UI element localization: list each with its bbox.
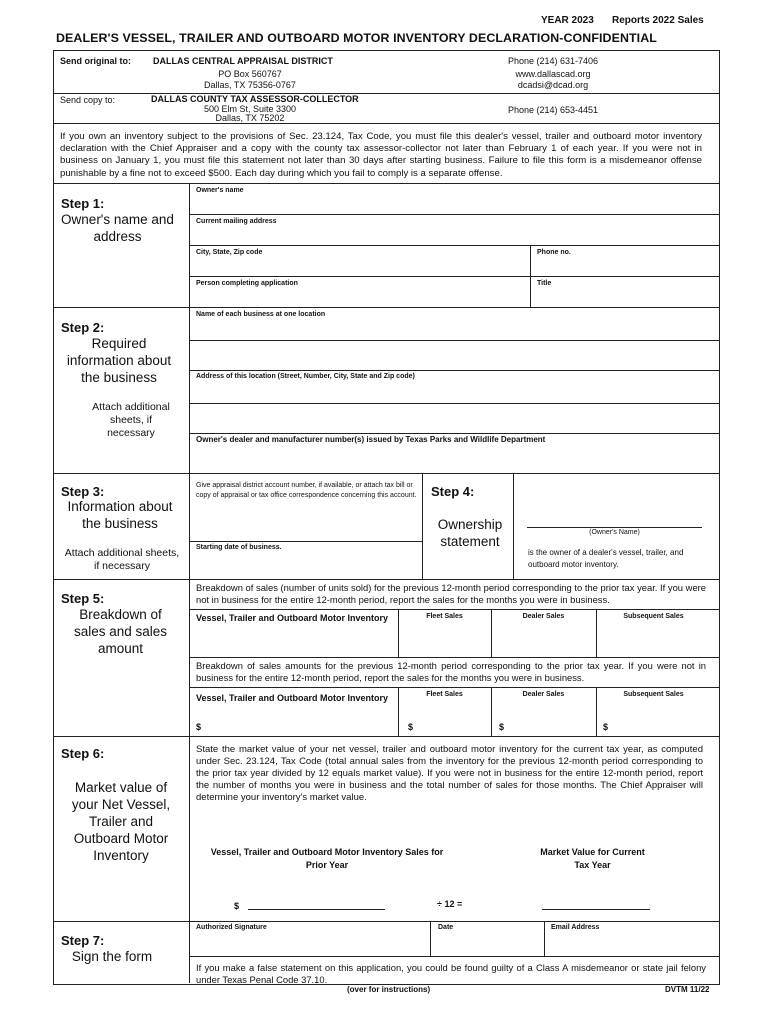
send-copy-org: DALLAS COUNTY TAX ASSESSOR-COLLECTOR (151, 94, 359, 104)
divider (189, 657, 719, 658)
dollar-sign: $ (234, 901, 240, 911)
send-copy-addr1: 500 Elm St, Suite 3300 (203, 104, 297, 114)
person-completing-label: Person completing application (196, 280, 298, 287)
step7-subtitle: Sign the form (71, 949, 153, 964)
ownership-text: is the owner of a dealer's vessel, trailer, and outboard motor inventory. (528, 548, 684, 569)
send-original-web: www.dallascad.org (515, 69, 591, 79)
divider (53, 473, 719, 474)
divider (189, 245, 719, 246)
step3-title: Step 3: (61, 484, 105, 499)
send-original-addr1: PO Box 560767 (218, 69, 282, 79)
dealer-sales-header: Dealer Sales (522, 613, 565, 620)
step5-subtitle: Breakdown of sales and sales amount (73, 607, 168, 656)
starting-date-label: Starting date of business. (196, 544, 282, 551)
divider (53, 183, 719, 184)
divider (53, 123, 719, 124)
divider (189, 214, 719, 215)
dollar-sign: $ (499, 722, 505, 732)
send-original-org: DALLAS CENTRAL APPRAISAL DISTRICT (153, 56, 333, 66)
fleet-sales-header: Fleet Sales (426, 613, 463, 620)
step3-subtitle: Information about the business (67, 499, 173, 531)
divider (189, 340, 719, 341)
account-number-label: Give appraisal district account number, if available, or attach tax bill or copy of appraisal or tax office correspondence concerning this account. (196, 482, 417, 499)
divide-by-12: ÷ 12 = (437, 899, 463, 909)
divider (544, 921, 545, 956)
step1-title: Step 1: (61, 196, 105, 211)
step1-subtitle: Owner's name and address (61, 212, 174, 244)
date-label: Date (438, 924, 454, 931)
divider (53, 307, 719, 308)
fleet-sales-header: Fleet Sales (426, 691, 463, 698)
divider (189, 956, 719, 957)
intro-paragraph: If you own an inventory subject to the provisions of Sec. 23.124, Tax Code, you must file this dealer's vessel, trailer and outboard motor inventory declaration with the Chief Appraiser and a copy with the county tax assessor-collector not later than February 1 of each year. If you were not in business on January 1, you must file this statement not later than 30 days after starting business. Failure to file this form is a misdemeanor offense punishable by a fine not to exceed $500. Each day during which you fail to comply is a separate offense. (60, 131, 702, 179)
market-value-line[interactable] (542, 909, 650, 910)
send-original-email: dcadsi@dcad.org (517, 80, 589, 90)
phone-label: Phone no. (537, 249, 571, 256)
dollar-sign: $ (408, 722, 414, 732)
divider (189, 687, 719, 688)
dealer-numbers-label: Owner's dealer and manufacturer number(s) issued by Texas Parks and Wildlife Department (196, 435, 546, 444)
divider (430, 921, 431, 956)
send-copy-label: Send copy to: (60, 95, 116, 105)
sales-amount-text: Breakdown of sales amounts for the previous 12-month period corresponding to the prior tax year. If you were not in business for the entire 12-month period, report the sales for the months you were in business. (196, 660, 706, 683)
step6-subtitle: Market value of your Net Vessel, Trailer and Outboard Motor Inventory (71, 780, 171, 863)
owner-name-line[interactable] (527, 527, 702, 528)
send-copy-phone: Phone (214) 653-4451 (507, 105, 599, 115)
subsequent-sales-header: Subsequent Sales (623, 613, 684, 620)
send-copy-addr2: Dallas, TX 75202 (215, 113, 285, 123)
form-code: DVTM 11/22 (665, 985, 710, 994)
divider (53, 736, 719, 737)
step7-title: Step 7: (61, 933, 105, 948)
subsequent-sales-header: Subsequent Sales (623, 691, 684, 698)
owner-name-caption: (Owner's Name) (589, 529, 640, 536)
divider (422, 473, 423, 579)
column-divider (189, 183, 190, 983)
divider (189, 541, 422, 542)
divider (53, 579, 719, 580)
divider (189, 276, 719, 277)
dollar-sign: $ (603, 722, 609, 732)
mailing-address-label: Current mailing address (196, 218, 277, 225)
prior-year-sales-header: Vessel, Trailer and Outboard Motor Inventory Sales for Prior Year (210, 847, 444, 870)
amount-row-label: Vessel, Trailer and Outboard Motor Inventory (196, 693, 389, 703)
step4-subtitle: Ownership statement (437, 517, 503, 549)
form-title: DEALER'S VESSEL, TRAILER AND OUTBOARD MOTOR INVENTORY DECLARATION-CONFIDENTIAL (56, 31, 657, 45)
send-original-phone: Phone (214) 631-7406 (507, 56, 599, 66)
signature-label: Authorized Signature (196, 924, 267, 931)
units-row-label: Vessel, Trailer and Outboard Motor Inventory (196, 613, 389, 623)
divider (513, 473, 514, 579)
divider (189, 433, 719, 434)
step5-title: Step 5: (61, 591, 105, 606)
email-label: Email Address (551, 924, 600, 931)
market-value-text: State the market value of your net vessel, trailer and outboard motor inventory for the current tax year, as computed under Sec. 23.124, Tax Code (total annual sales from the inventory for the previous 12-month period corresponding to the prior tax year divided by 12 equals market value). If you were not in business for the entire 12-month period, report the number of months you were in business and the total number of sales for those months. The Chief Appraiser will determine your inventory's market value. (196, 744, 703, 803)
reports-label: Reports 2022 Sales (612, 15, 704, 26)
step2-title: Step 2: (61, 320, 105, 335)
market-value-header: Market Value for Current Tax Year (540, 847, 645, 870)
title-label: Title (537, 280, 552, 287)
divider (189, 370, 719, 371)
send-original-label: Send original to: (60, 56, 131, 66)
false-statement-warning: If you make a false statement on this application, you could be found guilty of a Class A misdemeanor or state jail felony under Texas Penal Code 37.10. (196, 962, 706, 985)
send-original-addr2: Dallas, TX 75356-0767 (204, 80, 296, 90)
over-for-instructions: (over for instructions) (347, 985, 431, 994)
step6-title: Step 6: (61, 746, 105, 761)
step4-title: Step 4: (431, 484, 475, 499)
year-label: YEAR 2023 (541, 15, 594, 26)
dollar-sign: $ (196, 722, 202, 732)
divider (189, 403, 719, 404)
dealer-sales-header: Dealer Sales (522, 691, 565, 698)
step2-subtitle: Required information about the business (66, 336, 172, 385)
business-name-label: Name of each business at one location (196, 311, 326, 318)
step3-attach-note: Attach additional sheets, if necessary (64, 547, 180, 572)
prior-year-sales-line[interactable] (248, 909, 385, 910)
divider (189, 609, 719, 610)
sales-units-text: Breakdown of sales (number of units sold) for the previous 12-month period corresponding to the prior tax year. If you were not in business for the entire 12-month period, report the sales for the months you were in business. (196, 582, 706, 605)
city-state-zip-label: City, State, Zip code (196, 249, 263, 256)
step2-attach-note: Attach additional sheets, if necessary (92, 401, 170, 439)
owner-name-label: Owner's name (196, 187, 244, 194)
location-address-label: Address of this location (Street, Number, City, State and Zip code) (196, 373, 415, 380)
divider (53, 921, 719, 922)
